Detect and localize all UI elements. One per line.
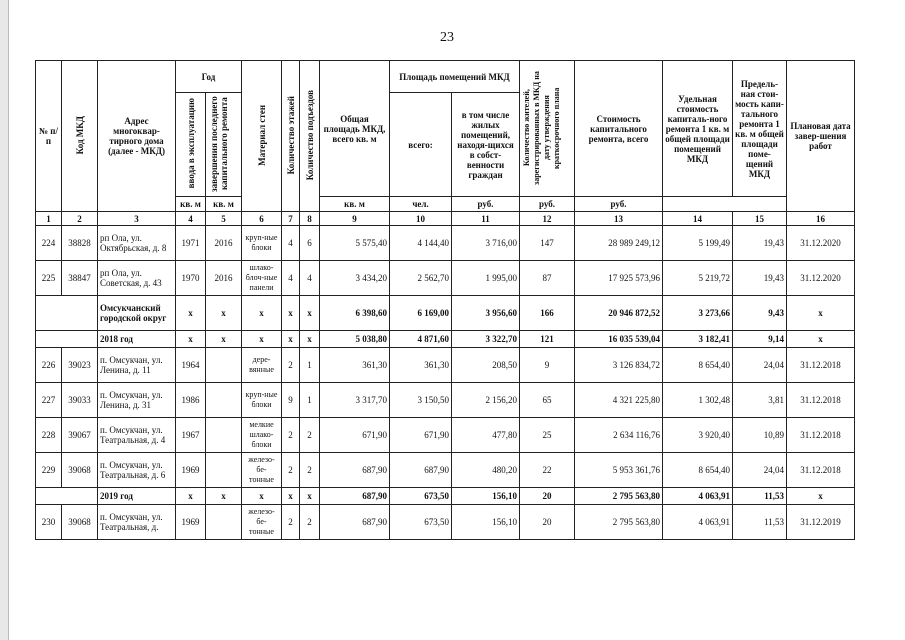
header-floors: Количество этажей	[282, 61, 300, 212]
unit-repair-cost: руб.	[452, 197, 520, 212]
header-year-last-repair: завершения последнего капитального ремонта	[206, 93, 242, 197]
header-address: Адрес многоквар-тирного дома (далее - МКД)	[98, 61, 176, 212]
table-cell: 3,81	[733, 383, 787, 418]
table-cell: 5 575,40	[320, 226, 390, 261]
table-cell: 4 871,60	[390, 331, 452, 348]
table-cell: 2 795 563,80	[575, 488, 663, 505]
table-cell: дере-вянные	[242, 348, 282, 383]
table-cell: 31.12.2018	[787, 383, 855, 418]
header-area-residential: в том числе жилых помещений, находя-щихся в собст-венности граждан	[452, 93, 520, 197]
table-cell: 2 634 116,76	[575, 418, 663, 453]
table-cell: 1964	[176, 348, 206, 383]
col-index: 9	[320, 212, 390, 226]
table-cell: 4 321 225,80	[575, 383, 663, 418]
table-cell: 2 795 563,80	[575, 505, 663, 540]
header-year-commission: ввода в эксплуатацию	[176, 93, 206, 197]
table-cell: 208,50	[452, 348, 520, 383]
table-cell: 3 182,41	[663, 331, 733, 348]
col-index: 6	[242, 212, 282, 226]
col-index: 5	[206, 212, 242, 226]
table-cell: 6 398,60	[320, 296, 390, 331]
table-cell: 3 273,66	[663, 296, 733, 331]
header-repair-cost: Стоимость капитального ремонта, всего	[575, 61, 663, 197]
table-cell: 3 956,60	[452, 296, 520, 331]
header-planned-date: Плановая дата завер-шения работ	[787, 61, 855, 212]
table-cell: 31.12.2020	[787, 226, 855, 261]
scan-margin-line	[8, 0, 9, 640]
table-cell: 5 038,80	[320, 331, 390, 348]
col-index: 2	[62, 212, 98, 226]
table-cell: 361,30	[320, 348, 390, 383]
table-cell: 9	[520, 348, 575, 383]
table-cell: x	[282, 331, 300, 348]
table-cell: рп Ола, ул. Советская, д. 43	[98, 261, 176, 296]
header-unit-cost: Удельная стоимость капиталь-ного ремонта 1 кв. м общей площади помещений МКД	[663, 61, 733, 197]
table-cell: 4 063,91	[663, 488, 733, 505]
table-cell: x	[300, 331, 320, 348]
table-cell: 4 144,40	[390, 226, 452, 261]
table-cell: 3 716,00	[452, 226, 520, 261]
table-cell: железо-бе-тонные	[242, 453, 282, 488]
table-cell: 1969	[176, 453, 206, 488]
table-cell: 1 302,48	[663, 383, 733, 418]
table-cell: 224	[36, 226, 62, 261]
table-cell: 20 946 872,52	[575, 296, 663, 331]
table-cell: круп-ные блоки	[242, 226, 282, 261]
table-cell: п. Омсукчан, ул. Театральная, д. 4	[98, 418, 176, 453]
table-cell: 9,43	[733, 296, 787, 331]
repair-plan-table-container	[35, 60, 855, 540]
table-cell: 3 150,50	[390, 383, 452, 418]
table-cell: 31.12.2018	[787, 453, 855, 488]
col-index: 1	[36, 212, 62, 226]
col-index: 10	[390, 212, 452, 226]
table-cell	[206, 418, 242, 453]
table-cell: 39068	[62, 505, 98, 540]
table-cell: 480,20	[452, 453, 520, 488]
table-row	[36, 418, 855, 453]
subtotal-row	[36, 296, 855, 331]
table-cell: п. Омсукчан, ул. Ленина, д. 11	[98, 348, 176, 383]
table-cell: 4	[300, 261, 320, 296]
col-index: 7	[282, 212, 300, 226]
subtotal-row	[36, 331, 855, 348]
table-cell: 8 654,40	[663, 453, 733, 488]
col-index: 4	[176, 212, 206, 226]
column-index-row	[36, 212, 855, 226]
col-index: 3	[98, 212, 176, 226]
table-row	[36, 226, 855, 261]
header-area-group: Площадь помещений МКД	[390, 61, 520, 93]
table-cell: п. Омсукчан, ул. Театральная, д. 6	[98, 453, 176, 488]
unit-residents: чел.	[390, 197, 452, 212]
header-max-cost: Предель-ная стои-мость капи-тального ремонта 1 кв. м общей площади поме-щений МКД	[733, 61, 787, 197]
table-cell: 31.12.2019	[787, 505, 855, 540]
table-cell: 65	[520, 383, 575, 418]
table-cell: 687,90	[320, 453, 390, 488]
table-cell: x	[176, 296, 206, 331]
col-index: 12	[520, 212, 575, 226]
table-cell: 19,43	[733, 226, 787, 261]
table-cell: 3 920,40	[663, 418, 733, 453]
table-cell: 39023	[62, 348, 98, 383]
unit-total-area: кв. м	[176, 197, 206, 212]
table-cell: x	[787, 296, 855, 331]
table-cell: 2	[282, 348, 300, 383]
table-cell: 687,90	[390, 453, 452, 488]
table-cell: 8 654,40	[663, 348, 733, 383]
table-cell: 6	[300, 226, 320, 261]
table-cell: 9	[282, 383, 300, 418]
table-cell: 225	[36, 261, 62, 296]
table-cell: 1 995,00	[452, 261, 520, 296]
subtotal-row	[36, 488, 855, 505]
table-cell: 39033	[62, 383, 98, 418]
table-cell	[36, 331, 98, 348]
header-entrances: Количество подъездов	[300, 61, 320, 212]
table-cell: 11,53	[733, 488, 787, 505]
table-cell: 31.12.2018	[787, 418, 855, 453]
table-cell: 38828	[62, 226, 98, 261]
table-row	[36, 505, 855, 540]
subtotal-label: Омсукчанский городской округ	[98, 296, 176, 331]
table-cell: 16 035 539,04	[575, 331, 663, 348]
table-row	[36, 348, 855, 383]
table-cell: 687,90	[320, 488, 390, 505]
table-cell: 1	[300, 383, 320, 418]
col-index: 14	[663, 212, 733, 226]
table-cell: 22	[520, 453, 575, 488]
table-cell: 147	[520, 226, 575, 261]
table-cell	[206, 505, 242, 540]
table-cell: x	[242, 488, 282, 505]
table-cell: 671,90	[390, 418, 452, 453]
table-cell: 5 199,49	[663, 226, 733, 261]
table-cell: x	[787, 488, 855, 505]
header-residents: Количество жителей, зарегистрированных в МКД на дату утверждения краткосрочного плана	[520, 61, 575, 197]
header-num: № п/п	[36, 61, 62, 212]
table-cell: 87	[520, 261, 575, 296]
table-cell: 1970	[176, 261, 206, 296]
table-cell: 25	[520, 418, 575, 453]
table-cell: 20	[520, 488, 575, 505]
table-cell: 673,50	[390, 488, 452, 505]
table-cell: 166	[520, 296, 575, 331]
table-cell: 2	[282, 453, 300, 488]
table-cell: x	[176, 331, 206, 348]
table-cell: 1971	[176, 226, 206, 261]
table-cell: 24,04	[733, 348, 787, 383]
table-cell: 2 562,70	[390, 261, 452, 296]
table-cell: шлако-блоч-ные панели	[242, 261, 282, 296]
table-cell: 2	[300, 505, 320, 540]
scan-margin	[0, 0, 8, 640]
table-cell: 38847	[62, 261, 98, 296]
table-cell: 2	[282, 418, 300, 453]
table-cell: 39067	[62, 418, 98, 453]
table-cell: x	[282, 488, 300, 505]
table-cell: x	[176, 488, 206, 505]
table-cell: 1969	[176, 505, 206, 540]
table-cell: x	[206, 296, 242, 331]
repair-plan-table	[35, 60, 855, 540]
table-cell: x	[282, 296, 300, 331]
table-cell: x	[300, 488, 320, 505]
header-wall-material: Материал стен	[242, 61, 282, 212]
header-mkd-code: Код МКД	[62, 61, 98, 212]
table-cell: 6 169,00	[390, 296, 452, 331]
table-row	[36, 383, 855, 418]
table-cell: 361,30	[390, 348, 452, 383]
table-cell: 9,14	[733, 331, 787, 348]
table-cell: 687,90	[320, 505, 390, 540]
table-row	[36, 453, 855, 488]
table-cell: 20	[520, 505, 575, 540]
table-cell: 4	[282, 261, 300, 296]
table-body	[36, 226, 855, 540]
table-cell: 2	[300, 418, 320, 453]
unit-area-residential: кв. м	[320, 197, 390, 212]
table-cell: 2	[300, 453, 320, 488]
table-cell: 39068	[62, 453, 98, 488]
table-cell: 17 925 573,96	[575, 261, 663, 296]
table-cell: 477,80	[452, 418, 520, 453]
table-cell: 2	[282, 505, 300, 540]
header-total-area: Общая площадь МКД, всего кв. м	[320, 61, 390, 197]
table-cell: x	[787, 331, 855, 348]
col-index: 13	[575, 212, 663, 226]
table-cell	[206, 383, 242, 418]
table-cell: п. Омсукчан, ул. Ленина, д. 31	[98, 383, 176, 418]
table-cell	[36, 296, 98, 331]
table-cell: 228	[36, 418, 62, 453]
table-cell: 226	[36, 348, 62, 383]
table-cell: 227	[36, 383, 62, 418]
table-cell: 1	[300, 348, 320, 383]
table-cell: 10,89	[733, 418, 787, 453]
subtotal-label: 2018 год	[98, 331, 176, 348]
table-cell: 28 989 249,12	[575, 226, 663, 261]
table-cell: 230	[36, 505, 62, 540]
table-row	[36, 261, 855, 296]
page-number: 23	[440, 30, 454, 45]
table-cell: 121	[520, 331, 575, 348]
table-cell: 5 219,72	[663, 261, 733, 296]
table-cell: 11,53	[733, 505, 787, 540]
subtotal-label: 2019 год	[98, 488, 176, 505]
table-cell: 19,43	[733, 261, 787, 296]
col-index: 15	[733, 212, 787, 226]
table-cell: 229	[36, 453, 62, 488]
unit-unit-cost: руб.	[520, 197, 575, 212]
table-cell: x	[242, 331, 282, 348]
header-area-all: всего:	[390, 93, 452, 197]
table-cell: 4	[282, 226, 300, 261]
table-cell: 3 322,70	[452, 331, 520, 348]
table-cell: 4 063,91	[663, 505, 733, 540]
table-cell: 3 434,20	[320, 261, 390, 296]
table-cell: 2016	[206, 226, 242, 261]
table-cell: 1967	[176, 418, 206, 453]
table-cell: 3 126 834,72	[575, 348, 663, 383]
table-cell: 156,10	[452, 505, 520, 540]
table-cell: 2 156,20	[452, 383, 520, 418]
table-cell: железо-бе-тонные	[242, 505, 282, 540]
table-cell: п. Омсукчан, ул. Театральная, д.	[98, 505, 176, 540]
table-cell: круп-ные блоки	[242, 383, 282, 418]
table-cell: 2016	[206, 261, 242, 296]
table-cell: 671,90	[320, 418, 390, 453]
table-cell: 673,50	[390, 505, 452, 540]
table-cell: x	[242, 296, 282, 331]
table-cell: 31.12.2018	[787, 348, 855, 383]
table-cell	[36, 488, 98, 505]
table-cell: x	[206, 331, 242, 348]
table-cell: 156,10	[452, 488, 520, 505]
unit-area-all: кв. м	[206, 197, 242, 212]
table-cell	[206, 348, 242, 383]
table-cell: мелкие шлако-блоки	[242, 418, 282, 453]
table-cell: 24,04	[733, 453, 787, 488]
table-cell	[206, 453, 242, 488]
table-cell: рп Ола, ул. Октябрьская, д. 8	[98, 226, 176, 261]
table-cell: x	[300, 296, 320, 331]
unit-max-cost: руб.	[575, 197, 663, 212]
table-cell: x	[206, 488, 242, 505]
table-cell: 31.12.2020	[787, 261, 855, 296]
col-index: 16	[787, 212, 855, 226]
table-cell: 5 953 361,76	[575, 453, 663, 488]
col-index: 8	[300, 212, 320, 226]
col-index: 11	[452, 212, 520, 226]
table-cell: 3 317,70	[320, 383, 390, 418]
table-cell: 1986	[176, 383, 206, 418]
header-year-group: Год	[176, 61, 242, 93]
